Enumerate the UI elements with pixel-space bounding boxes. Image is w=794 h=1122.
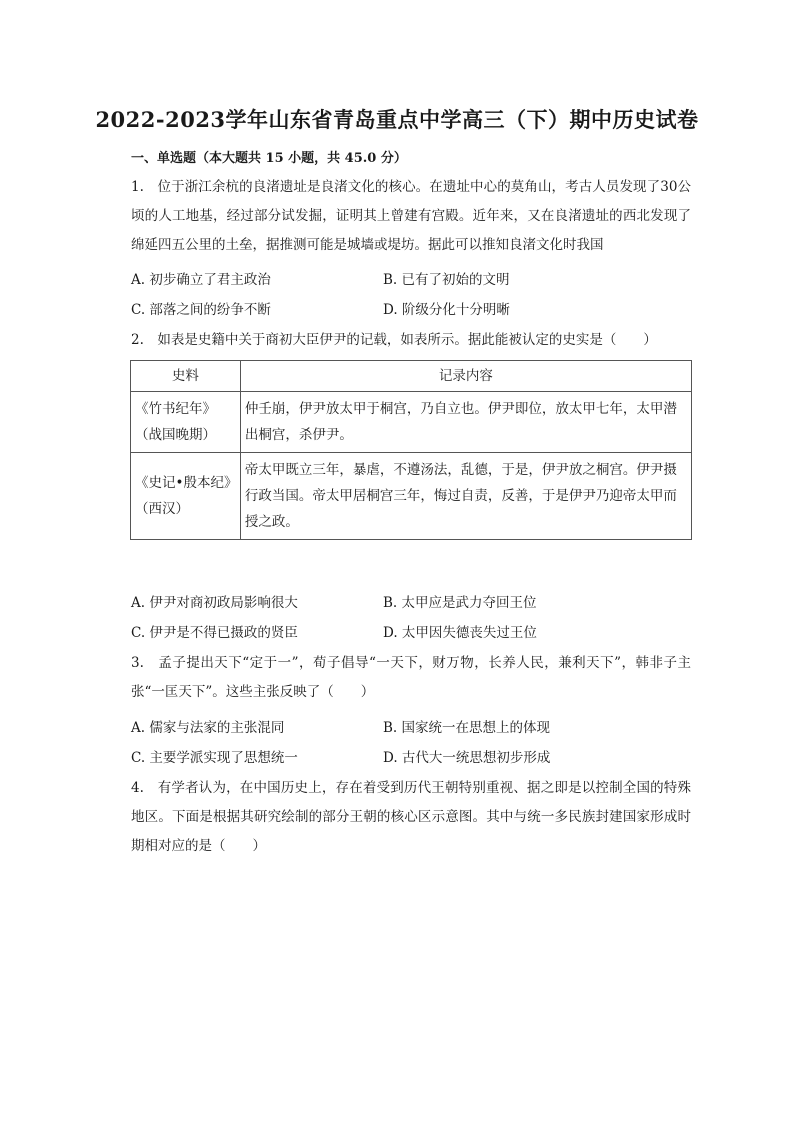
- table-cell-source: 《竹书纪年》（战国晚期）: [131, 392, 241, 453]
- table-row: [131, 392, 692, 453]
- question-2-option-d: D. 太甲因失德丧失过王位: [383, 625, 537, 641]
- table-cell-source: 《史记•殷本纪》（西汉）: [131, 453, 241, 540]
- table-header-content: 记录内容: [240, 361, 691, 392]
- question-3-option-a: A. 儒家与法家的主张混同: [131, 720, 285, 736]
- question-2-option-c: C. 伊尹是不得已摄政的贤臣: [131, 625, 298, 641]
- table-cell-content: 仲壬崩，伊尹放太甲于桐宫，乃自立也。伊尹即位，放太甲七年，太甲潜出桐宫，杀伊尹。: [240, 392, 691, 453]
- question-3-stem: 3. 孟子提出天下“定于一”，荀子倡导“一天下，财万物，长养人民，兼利天下”，韩非子主张“一匡天下”。这些主张反映了（ ）: [131, 655, 691, 700]
- table-row: [131, 453, 692, 540]
- question-1-stem: 1. 位于浙江余杭的良渚遗址是良渚文化的核心。在遗址中心的莫角山，考古人员发现了30公顷的人工地基，经过部分试发掘，证明其上曾建有宫殿。近年来，又在良渚遗址的西北发现了绵延四五公里的土垒，据推测可能是城墙或堤坊。据此可以推知良渚文化时我国: [131, 179, 691, 253]
- records-table: [130, 360, 692, 540]
- question-1-option-b: B. 已有了初始的文明: [383, 272, 510, 288]
- question-3-option-b: B. 国家统一在思想上的体现: [383, 720, 551, 736]
- question-1-option-c: C. 部落之间的纷争不断: [131, 302, 271, 318]
- table-header-row: [131, 361, 692, 392]
- question-4-stem: 4. 有学者认为，在中国历史上，存在着受到历代王朝特别重视、据之即是以控制全国的特殊地区。下面是根据其研究绘制的部分王朝的核心区示意图。其中与统一多民族封建国家形成时期相对应的是（ ）: [131, 780, 691, 854]
- question-2-stem: 2. 如表是史籍中关于商初大臣伊尹的记载，如表所示。据此能被认定的史实是（ ）: [131, 332, 657, 348]
- exam-title: 2022-2023学年山东省青岛重点中学高三（下）期中历史试卷: [95, 107, 699, 132]
- section-heading: 一、单选题（本大题共 15 小题，共 45.0 分）: [131, 151, 407, 166]
- table-cell-content: 帝太甲既立三年，暴虐，不遵汤法，乱德，于是，伊尹放之桐宫。伊尹摄行政当国。帝太甲居桐宫三年，悔过自责，反善，于是伊尹乃迎帝太甲而授之政。: [240, 453, 691, 540]
- question-2-option-a: A. 伊尹对商初政局影响很大: [131, 595, 298, 611]
- question-3-option-c: C. 主要学派实现了思想统一: [131, 750, 298, 766]
- question-1-option-d: D. 阶级分化十分明晰: [383, 302, 510, 318]
- question-2-option-b: B. 太甲应是武力夺回王位: [383, 595, 537, 611]
- question-3-option-d: D. 古代大一统思想初步形成: [383, 750, 551, 766]
- question-1-option-a: A. 初步确立了君主政治: [131, 272, 271, 288]
- table-header-source: 史料: [131, 361, 241, 392]
